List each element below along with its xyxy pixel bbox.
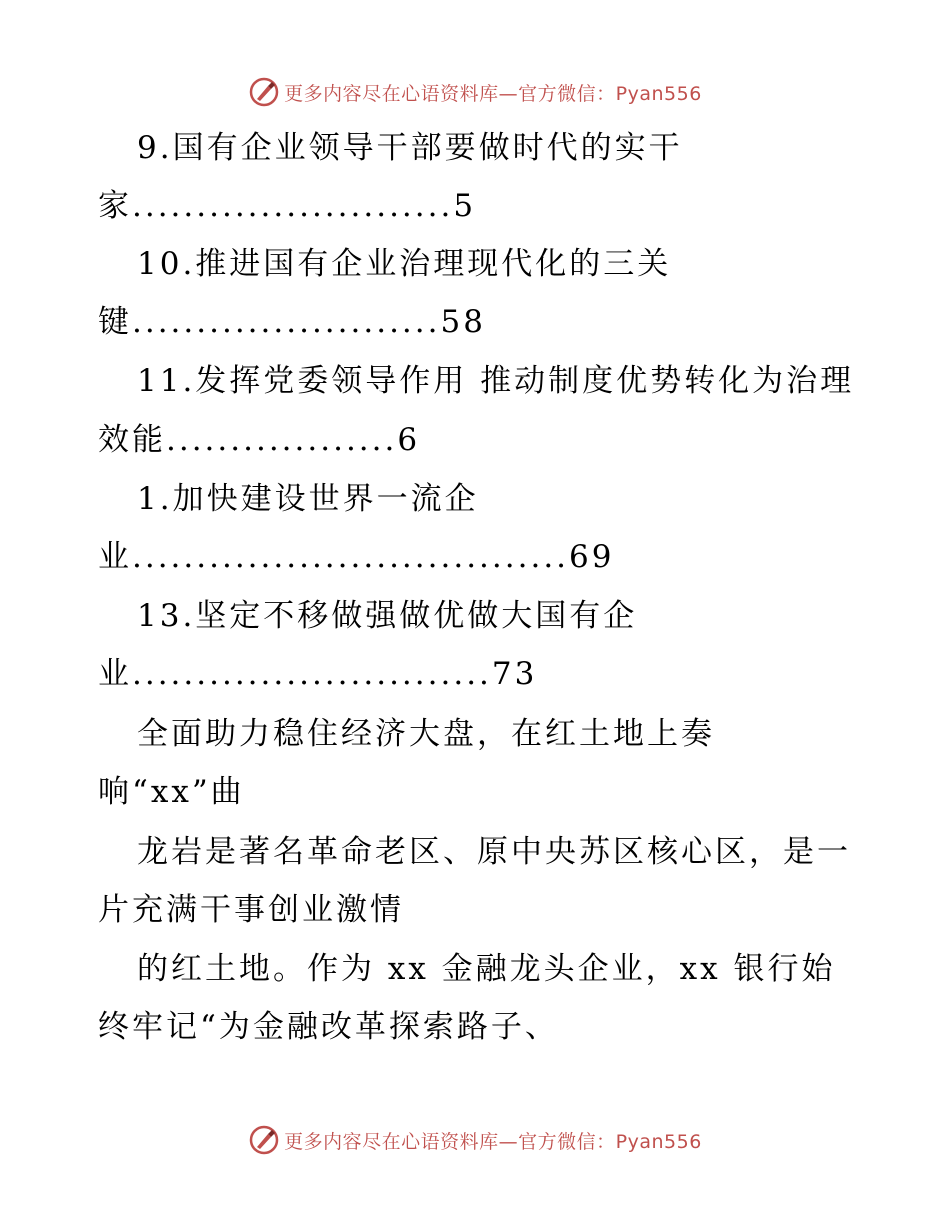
body-line-12: 响“xx”曲 [98, 774, 245, 810]
toc-line-3: 10.推进国有企业治理现代化的三关 [137, 246, 672, 282]
body-line-16: 终牢记“为金融改革探索路子、 [98, 1009, 559, 1045]
watermark-text: 更多内容尽在心语资料库—官方微信：Pyan556 [284, 1130, 702, 1153]
body-line-11: 全面助力稳住经济大盘，在红土地上奏 [137, 716, 715, 752]
header-watermark [0, 72, 950, 112]
body-line-13: 龙岩是著名革命老区、原中央苏区核心区，是一 [137, 834, 851, 870]
pen-logo-icon [248, 1124, 280, 1156]
toc-line-4: 键........................58 [98, 304, 486, 340]
footer-watermark [0, 1120, 950, 1160]
toc-line-7: 1.加快建设世界一流企 [137, 481, 479, 517]
body-line-15: 的红土地。作为 xx 金融龙头企业，xx 银行始 [137, 951, 836, 987]
watermark-text: 更多内容尽在心语资料库—官方微信：Pyan556 [284, 82, 702, 105]
body-line-14: 片充满干事创业激情 [98, 892, 404, 928]
pen-logo-icon [248, 76, 280, 108]
toc-line-5: 11.发挥党委领导作用 推动制度优势转化为治理 [137, 363, 855, 399]
toc-line-9: 13.坚定不移做强做优做大国有企 [137, 598, 638, 634]
toc-line-1: 9.国有企业领导干部要做时代的实干 [137, 130, 683, 166]
toc-line-10: 业............................73 [98, 656, 538, 692]
toc-line-8: 业..................................69 [98, 539, 615, 575]
toc-line-6: 效能..................6 [98, 422, 421, 458]
toc-line-2: 家.........................5 [98, 188, 477, 224]
